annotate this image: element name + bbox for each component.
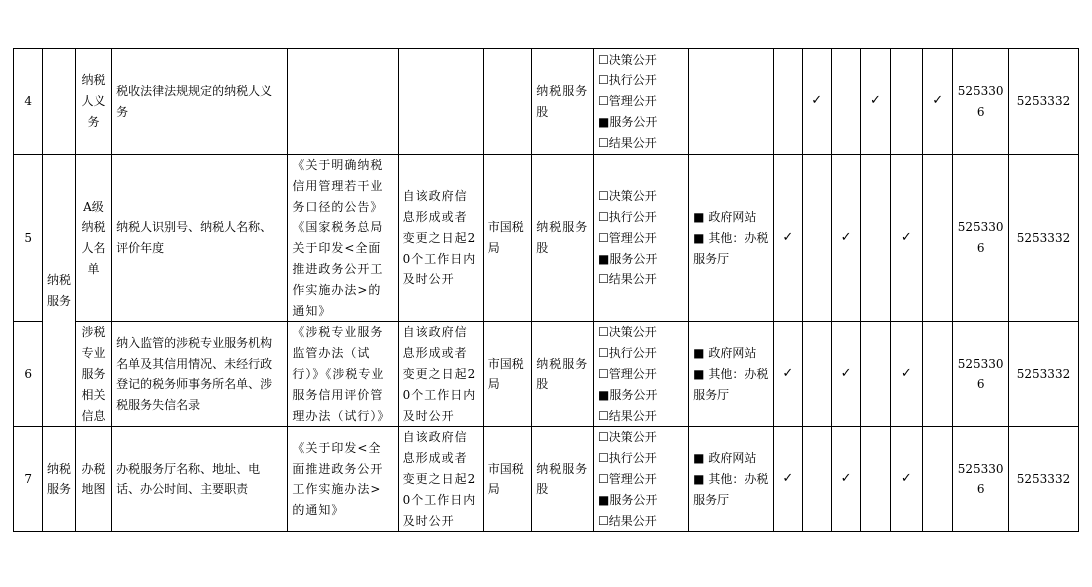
row-number: 6 bbox=[14, 322, 43, 427]
disclosure-option: ■服务公开 bbox=[598, 114, 658, 129]
time-cell: 自该政府信息形成或者变更之日起20个工作日内及时公开 bbox=[398, 322, 483, 427]
empty-cell bbox=[922, 322, 952, 427]
check-mark: ✓ bbox=[890, 322, 922, 427]
disclosure-option: ☐管理公开 bbox=[598, 366, 657, 381]
dept-cell: 纳税服务股 bbox=[532, 155, 594, 322]
disclosure-option: ■服务公开 bbox=[598, 492, 658, 507]
channel-cell bbox=[689, 322, 774, 427]
disclosure-option: ☐决策公开 bbox=[598, 189, 657, 204]
basis-cell bbox=[288, 49, 398, 155]
subject-cell: 市国税局 bbox=[483, 427, 532, 532]
table-row bbox=[14, 49, 1079, 155]
disclosure-option: ☐管理公开 bbox=[598, 471, 657, 486]
check-mark: ✓ bbox=[831, 322, 860, 427]
phone-1: 5253306 bbox=[953, 322, 1009, 427]
channel-option: ■ 政府网站 bbox=[693, 346, 757, 361]
disclosure-option: ☐管理公开 bbox=[598, 94, 657, 109]
disclosure-option: ☐执行公开 bbox=[598, 346, 657, 361]
empty-cell bbox=[890, 49, 922, 155]
row-number: 5 bbox=[14, 155, 43, 322]
item-name: 办税地图 bbox=[75, 427, 111, 532]
check-mark: ✓ bbox=[774, 427, 802, 532]
disclosure-option: ■服务公开 bbox=[598, 387, 658, 402]
dept-cell: 纳税服务股 bbox=[532, 427, 594, 532]
empty-cell bbox=[802, 322, 831, 427]
channel-option: ■ 政府网站 bbox=[693, 209, 757, 224]
disclosure-type bbox=[594, 155, 689, 322]
basis-cell: 《涉税专业服务监管办法（试行）》《涉税专业服务信用评价管理办法（试行）》 bbox=[288, 322, 398, 427]
empty-cell bbox=[831, 49, 860, 155]
phone-2: 5253332 bbox=[1009, 155, 1079, 322]
empty-cell bbox=[922, 155, 952, 322]
channel-cell bbox=[689, 427, 774, 532]
table-row bbox=[14, 427, 1079, 532]
disclosure-table bbox=[13, 48, 1079, 532]
check-mark: ✓ bbox=[861, 49, 890, 155]
empty-cell bbox=[802, 427, 831, 532]
category-cell: 纳税服务 bbox=[43, 427, 75, 532]
subject-cell: 市国税局 bbox=[483, 155, 532, 322]
time-cell: 自该政府信息形成或者变更之日起20个工作日内及时公开 bbox=[398, 427, 483, 532]
disclosure-type bbox=[594, 427, 689, 532]
empty-cell bbox=[774, 49, 802, 155]
phone-1: 5253306 bbox=[953, 427, 1009, 532]
dept-cell: 纳税服务股 bbox=[532, 49, 594, 155]
content-cell: 税收法律法规规定的纳税人义务 bbox=[112, 49, 288, 155]
dept-cell: 纳税服务股 bbox=[532, 322, 594, 427]
content-cell: 纳入监管的涉税专业服务机构名单及其信用情况、未经行政登记的税务师事务所名单、涉税服务失信名录 bbox=[112, 322, 288, 427]
phone-2: 5253332 bbox=[1009, 427, 1079, 532]
check-mark: ✓ bbox=[922, 49, 952, 155]
basis-cell: 《关于明确纳税信用管理若干业务口径的公告》《国家税务总局关于印发<全面推进政务公开工作实施办法>的通知》 bbox=[288, 155, 398, 322]
disclosure-option: ☐结果公开 bbox=[598, 272, 657, 287]
subject-cell: 市国税局 bbox=[483, 322, 532, 427]
empty-cell bbox=[802, 155, 831, 322]
row-number: 4 bbox=[14, 49, 43, 155]
disclosure-option: ☐执行公开 bbox=[598, 209, 657, 224]
table-row bbox=[14, 322, 1079, 427]
subject-cell bbox=[483, 49, 532, 155]
channel-cell bbox=[689, 49, 774, 155]
disclosure-option: ☐结果公开 bbox=[598, 513, 657, 528]
disclosure-option: ☐执行公开 bbox=[598, 451, 657, 466]
item-name: A级纳税人名单 bbox=[75, 155, 111, 322]
check-mark: ✓ bbox=[831, 427, 860, 532]
disclosure-option: ☐决策公开 bbox=[598, 52, 657, 67]
content-cell: 办税服务厅名称、地址、电话、办公时间、主要职责 bbox=[112, 427, 288, 532]
disclosure-option: ☐结果公开 bbox=[598, 408, 657, 423]
channel-option: ■ 其他：办税服务厅 bbox=[693, 366, 769, 402]
disclosure-type bbox=[594, 322, 689, 427]
disclosure-type bbox=[594, 49, 689, 155]
channel-option: ■ 政府网站 bbox=[693, 451, 757, 466]
disclosure-option: ☐执行公开 bbox=[598, 73, 657, 88]
basis-cell: 《关于印发<全面推进政务公开工作实施办法>的通知》 bbox=[288, 427, 398, 532]
phone-2: 5253332 bbox=[1009, 322, 1079, 427]
table-row bbox=[14, 155, 1079, 322]
row-number: 7 bbox=[14, 427, 43, 532]
empty-cell bbox=[861, 155, 890, 322]
disclosure-option: ☐决策公开 bbox=[598, 325, 657, 340]
channel-option: ■ 其他：办税服务厅 bbox=[693, 230, 769, 266]
content-cell: 纳税人识别号、纳税人名称、评价年度 bbox=[112, 155, 288, 322]
phone-2: 5253332 bbox=[1009, 49, 1079, 155]
time-cell bbox=[398, 49, 483, 155]
item-name: 纳税人义务 bbox=[75, 49, 111, 155]
check-mark: ✓ bbox=[774, 322, 802, 427]
channel-cell bbox=[689, 155, 774, 322]
empty-cell bbox=[861, 427, 890, 532]
disclosure-option: ☐决策公开 bbox=[598, 430, 657, 445]
empty-cell bbox=[922, 427, 952, 532]
check-mark: ✓ bbox=[802, 49, 831, 155]
channel-option: ■ 其他：办税服务厅 bbox=[693, 471, 769, 507]
check-mark: ✓ bbox=[831, 155, 860, 322]
phone-1: 5253306 bbox=[953, 155, 1009, 322]
category-cell: 纳税服务 bbox=[43, 155, 75, 427]
time-cell: 自该政府信息形成或者变更之日起20个工作日内及时公开 bbox=[398, 155, 483, 322]
check-mark: ✓ bbox=[890, 155, 922, 322]
disclosure-option: ☐管理公开 bbox=[598, 230, 657, 245]
disclosure-option: ☐结果公开 bbox=[598, 135, 657, 150]
category-cell bbox=[43, 49, 75, 155]
item-name: 涉税专业服务相关信息 bbox=[75, 322, 111, 427]
check-mark: ✓ bbox=[774, 155, 802, 322]
disclosure-option: ■服务公开 bbox=[598, 251, 658, 266]
empty-cell bbox=[861, 322, 890, 427]
phone-1: 5253306 bbox=[953, 49, 1009, 155]
check-mark: ✓ bbox=[890, 427, 922, 532]
